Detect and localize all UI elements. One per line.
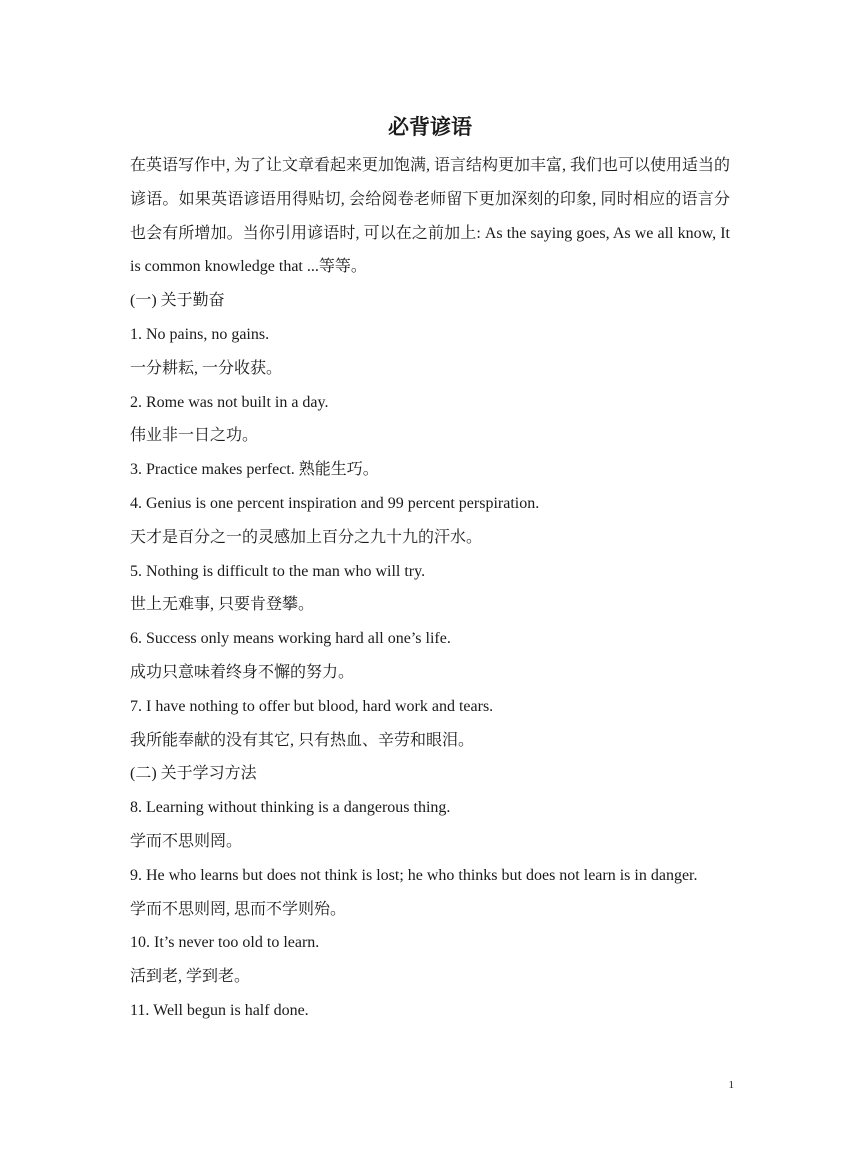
proverb-3: 3. Practice makes perfect. 熟能生巧。	[130, 461, 379, 479]
proverb-9-chinese: 学而不思则罔, 思而不学则殆。	[130, 900, 347, 918]
proverb-11-english: 11. Well begun is half done.	[130, 1001, 309, 1019]
proverb-5-english: 5. Nothing is difficult to the man who will try.	[130, 562, 426, 580]
proverb-8-english: 8. Learning without thinking is a dangerous thing.	[130, 799, 451, 817]
section-heading-diligence: (一) 关于勤奋	[130, 292, 225, 310]
proverb-5-chinese: 世上无难事, 只要肯登攀。	[130, 596, 315, 614]
proverb-6-chinese: 成功只意味着终身不懈的努力。	[130, 663, 355, 681]
proverb-6-english: 6. Success only means working hard all one’s life.	[130, 630, 451, 648]
proverb-1-english: 1. No pains, no gains.	[130, 325, 270, 343]
proverb-4-english: 4. Genius is one percent inspiration and 99 percent perspiration.	[130, 494, 540, 512]
proverb-10-english: 10. It’s never too old to learn.	[130, 934, 320, 952]
proverb-8-chinese: 学而不思则罔。	[130, 832, 243, 850]
proverb-10-chinese: 活到老, 学到老。	[130, 968, 251, 986]
section-heading-learning-methods: (二) 关于学习方法	[130, 765, 257, 783]
proverb-7-english: 7. I have nothing to offer but blood, hard work and tears.	[130, 697, 494, 715]
page-number: 1	[728, 1079, 734, 1091]
proverb-7-chinese: 我所能奉献的没有其它, 只有热血、辛劳和眼泪。	[130, 731, 475, 749]
proverb-1-chinese: 一分耕耘, 一分收获。	[130, 359, 283, 377]
document-body	[130, 149, 730, 1028]
proverb-2-english: 2. Rome was not built in a day.	[130, 393, 329, 411]
intro-paragraph: 在英语写作中, 为了让文章看起来更加饱满, 语言结构更加丰富, 我们也可以使用适当的谚语。如果英语谚语用得贴切, 会给阅卷老师留下更加深刻的印象, 同时相应的语言分也会有所增加。当你引用谚语时, 可以在之前加上: As the saying goes, As we all know, It is common knowledge that ...等等。	[130, 157, 731, 276]
page-title: 必背谚语	[388, 115, 472, 139]
proverb-2-chinese: 伟业非一日之功。	[130, 427, 259, 445]
proverb-9-english: 9. He who learns but does not think is lost; he who thinks but does not learn is in danger.	[130, 866, 698, 884]
proverb-4-chinese: 天才是百分之一的灵感加上百分之九十九的汗水。	[130, 528, 483, 546]
